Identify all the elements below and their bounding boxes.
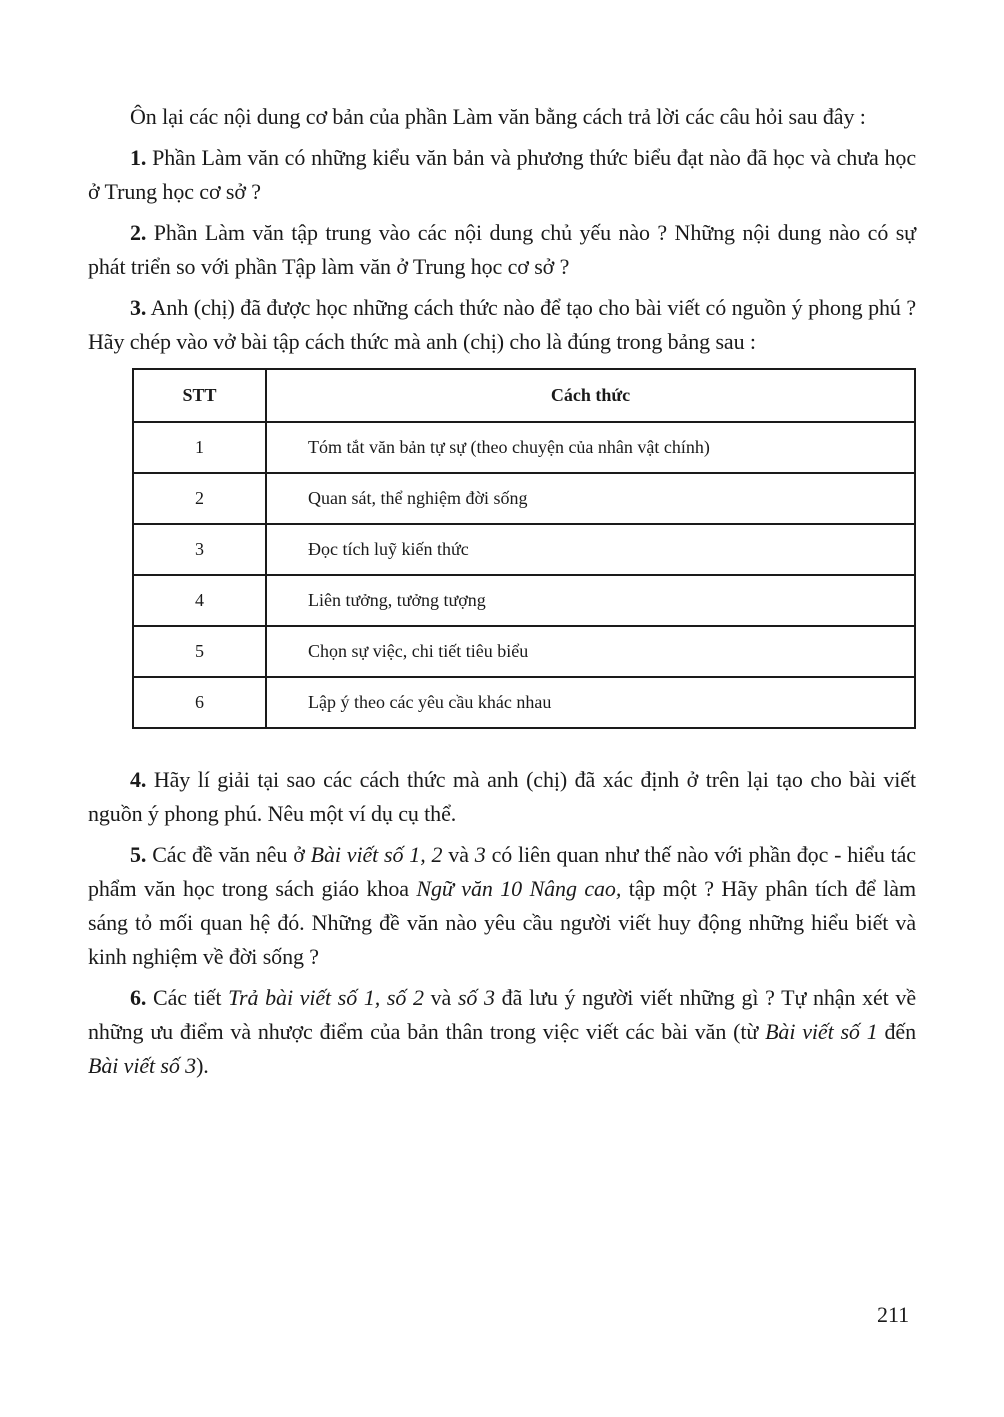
question-4: [88, 763, 916, 831]
table-row: [133, 473, 915, 524]
row-method: Tóm tắt văn bản tự sự (theo chuyện của nhân vật chính): [266, 422, 915, 473]
question-text: Hãy lí giải tại sao các cách thức mà anh (chị) đã xác định ở trên lại tạo cho bài viết nguồn ý phong phú. Nêu một ví dụ cụ thể.: [88, 767, 916, 826]
methods-table: [132, 368, 916, 729]
row-method: Chọn sự việc, chi tiết tiêu biểu: [266, 626, 915, 677]
question-text: có liên quan như thế nào với phần đọc - hiểu tác phẩm văn học trong sách giáo khoa: [88, 842, 916, 901]
question-number: 3.: [130, 295, 147, 320]
question-text: Các đề văn nêu ở: [146, 842, 311, 867]
header-method: Cách thức: [266, 369, 915, 422]
question-text: tập một ? Hãy phân tích để làm sáng tỏ mối quan hệ đó. Những đề văn nào yêu cầu người viết huy động những hiểu biết và kinh nghiệm về đời sống ?: [88, 876, 916, 969]
question-1: [88, 141, 916, 209]
question-text: và: [442, 842, 475, 867]
question-text: ).: [196, 1053, 209, 1078]
row-method: Quan sát, thể nghiệm đời sống: [266, 473, 915, 524]
row-method: Liên tưởng, tưởng tượng: [266, 575, 915, 626]
italic-reference: 3: [474, 842, 486, 867]
question-text: đến: [877, 1019, 917, 1044]
question-number: 2.: [130, 220, 147, 245]
book-title: Ngữ văn 10 Nâng cao,: [416, 876, 622, 901]
question-number: 6.: [130, 985, 147, 1010]
table-row: [133, 575, 915, 626]
italic-reference: Bài viết số 3: [88, 1053, 197, 1078]
question-6: [88, 981, 916, 1083]
question-number: 4.: [130, 767, 147, 792]
question-text: đã lưu ý người viết những gì ? Tự nhận xét về những ưu điểm và nhược điểm của bản thân trong việc viết các bài văn (từ: [88, 985, 916, 1044]
table-row: [133, 422, 915, 473]
table-row: [133, 524, 915, 575]
table-row: [133, 626, 915, 677]
question-text: Các tiết: [146, 985, 229, 1010]
italic-reference: Trả bài viết số 1, số 2: [228, 985, 424, 1010]
page-body: [88, 100, 916, 1090]
question-text: Phần Làm văn tập trung vào các nội dung chủ yếu nào ? Những nội dung nào có sự phát triển so với phần Tập làm văn ở Trung học cơ sở ?: [88, 220, 916, 279]
question-2: [88, 216, 916, 284]
question-text: Anh (chị) đã được học những cách thức nào để tạo cho bài viết có nguồn ý phong phú ? Hãy chép vào vở bài tập cách thức mà anh (chị) cho là đúng trong bảng sau :: [88, 295, 916, 354]
intro-paragraph: Ôn lại các nội dung cơ bản của phần Làm văn bằng cách trả lời các câu hỏi sau đây :: [130, 104, 866, 129]
row-method: Lập ý theo các yêu cầu khác nhau: [266, 677, 915, 728]
italic-reference: Bài viết số 1, 2: [310, 842, 443, 867]
question-5: [88, 838, 916, 974]
question-text: và: [423, 985, 458, 1010]
row-stt: 3: [133, 524, 266, 575]
row-stt: 4: [133, 575, 266, 626]
row-method: Đọc tích luỹ kiến thức: [266, 524, 915, 575]
page-number: 211: [877, 1302, 910, 1327]
row-stt: 1: [133, 422, 266, 473]
table-row: [133, 677, 915, 728]
italic-reference: Bài viết số 1: [765, 1019, 878, 1044]
header-stt: STT: [133, 369, 266, 422]
italic-reference: số 3: [457, 985, 495, 1010]
question-3: [88, 291, 916, 359]
question-number: 5.: [130, 842, 147, 867]
table-header-row: [133, 369, 915, 422]
row-stt: 2: [133, 473, 266, 524]
question-number: 1.: [130, 145, 147, 170]
row-stt: 6: [133, 677, 266, 728]
row-stt: 5: [133, 626, 266, 677]
question-text: Phần Làm văn có những kiểu văn bản và phương thức biểu đạt nào đã học và chưa học ở Trung học cơ sở ?: [88, 145, 916, 204]
